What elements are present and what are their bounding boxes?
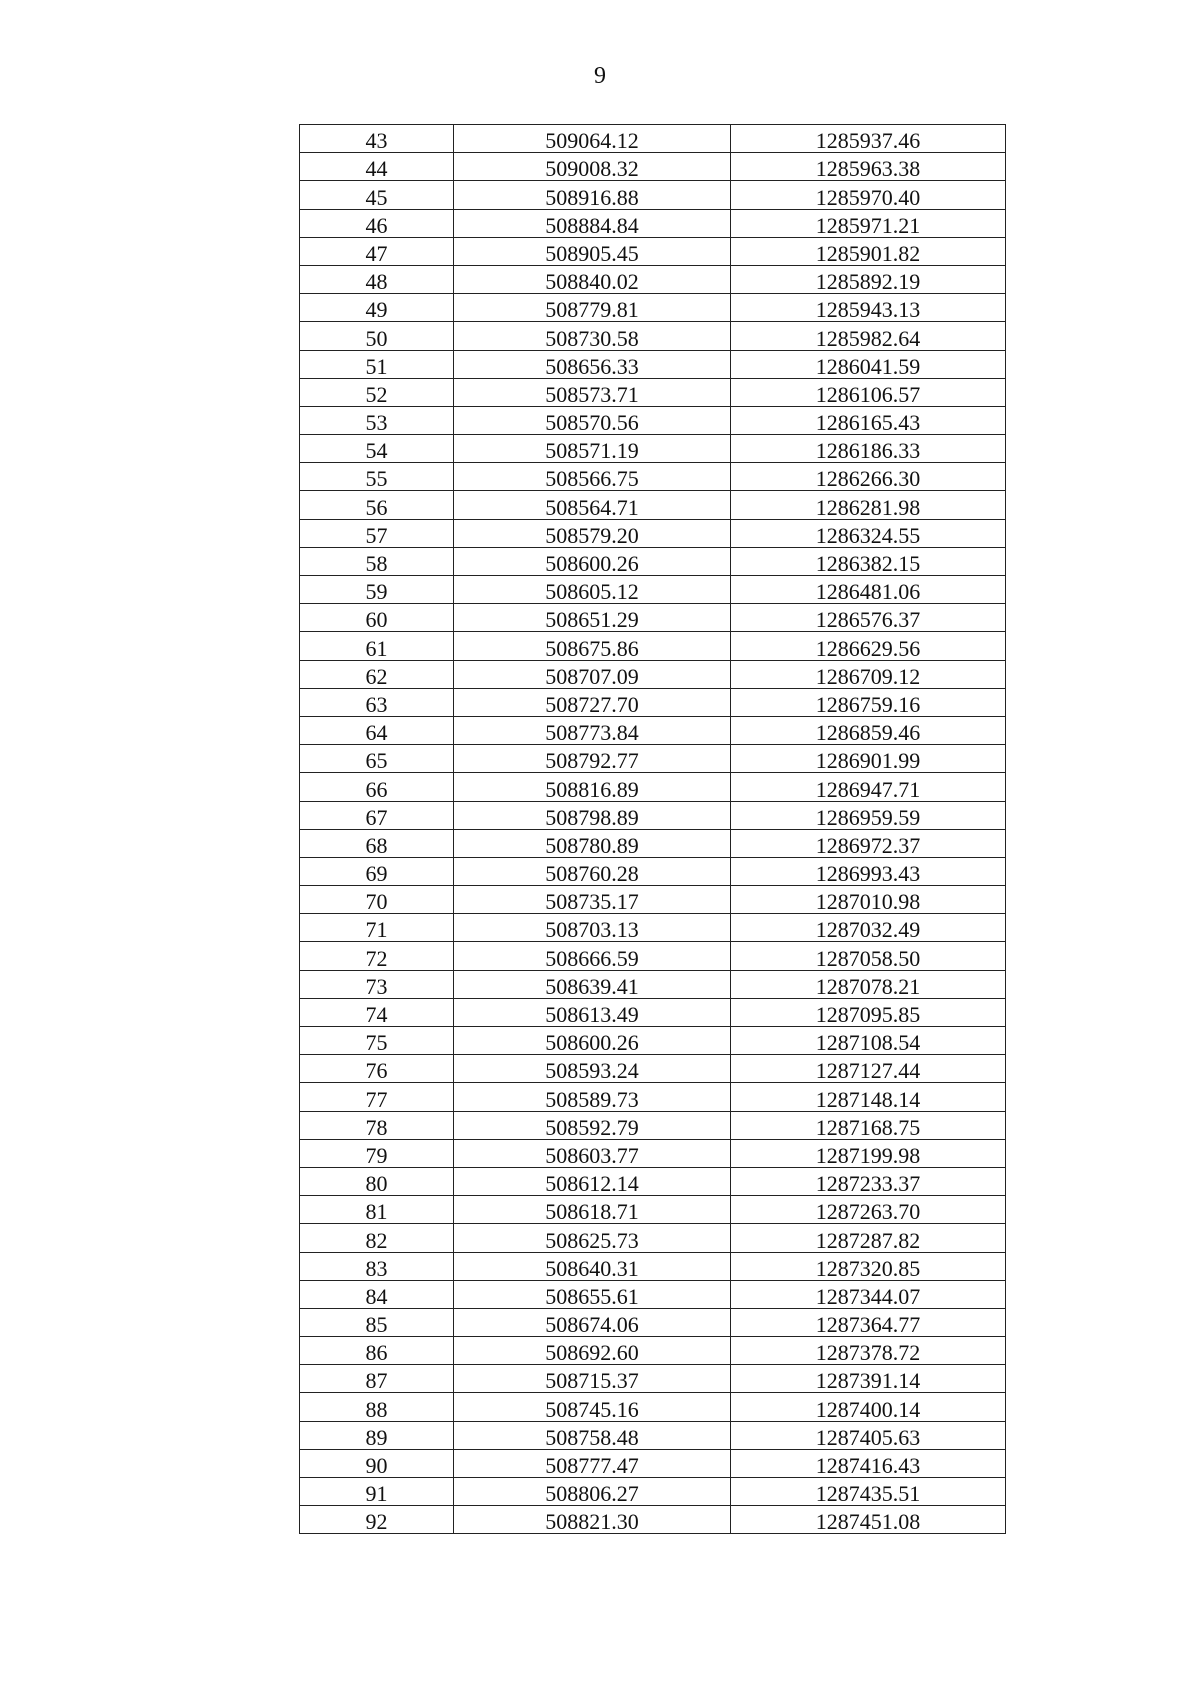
point-number-cell: 54: [300, 435, 454, 463]
y-coordinate-cell: 1285901.82: [731, 237, 1006, 265]
point-number-cell: 67: [300, 801, 454, 829]
point-number-cell: 68: [300, 829, 454, 857]
point-number-cell: 57: [300, 519, 454, 547]
table-row: [300, 1365, 1006, 1393]
y-coordinate-cell: 1287127.44: [731, 1055, 1006, 1083]
x-coordinate-cell: 508571.19: [454, 435, 731, 463]
y-coordinate-cell: 1286165.43: [731, 406, 1006, 434]
x-coordinate-cell: 508640.31: [454, 1252, 731, 1280]
x-coordinate-cell: 508612.14: [454, 1167, 731, 1195]
x-coordinate-cell: 508798.89: [454, 801, 731, 829]
y-coordinate-cell: 1286709.12: [731, 660, 1006, 688]
point-number-cell: 63: [300, 688, 454, 716]
x-coordinate-cell: 509008.32: [454, 153, 731, 181]
y-coordinate-cell: 1286266.30: [731, 463, 1006, 491]
table-row: [300, 1139, 1006, 1167]
y-coordinate-cell: 1285937.46: [731, 125, 1006, 153]
point-number-cell: 78: [300, 1111, 454, 1139]
x-coordinate-cell: 508884.84: [454, 209, 731, 237]
point-number-cell: 90: [300, 1449, 454, 1477]
table-row: [300, 716, 1006, 744]
x-coordinate-cell: 508566.75: [454, 463, 731, 491]
point-number-cell: 65: [300, 745, 454, 773]
point-number-cell: 56: [300, 491, 454, 519]
point-number-cell: 76: [300, 1055, 454, 1083]
table-row: [300, 1224, 1006, 1252]
y-coordinate-cell: 1287010.98: [731, 886, 1006, 914]
x-coordinate-cell: 508806.27: [454, 1478, 731, 1506]
x-coordinate-cell: 508593.24: [454, 1055, 731, 1083]
y-coordinate-cell: 1287095.85: [731, 998, 1006, 1026]
y-coordinate-cell: 1286901.99: [731, 745, 1006, 773]
x-coordinate-cell: 508777.47: [454, 1449, 731, 1477]
y-coordinate-cell: 1286959.59: [731, 801, 1006, 829]
x-coordinate-cell: 508651.29: [454, 604, 731, 632]
point-number-cell: 72: [300, 942, 454, 970]
point-number-cell: 87: [300, 1365, 454, 1393]
coordinates-table-body: [300, 125, 1006, 1534]
point-number-cell: 74: [300, 998, 454, 1026]
point-number-cell: 81: [300, 1196, 454, 1224]
table-row: [300, 1337, 1006, 1365]
table-row: [300, 463, 1006, 491]
x-coordinate-cell: 508579.20: [454, 519, 731, 547]
table-row: [300, 1449, 1006, 1477]
table-row: [300, 604, 1006, 632]
table-row: [300, 914, 1006, 942]
x-coordinate-cell: 508773.84: [454, 716, 731, 744]
x-coordinate-cell: 508916.88: [454, 181, 731, 209]
table-row: [300, 1252, 1006, 1280]
table-row: [300, 350, 1006, 378]
y-coordinate-cell: 1286576.37: [731, 604, 1006, 632]
table-row: [300, 406, 1006, 434]
point-number-cell: 43: [300, 125, 454, 153]
y-coordinate-cell: 1287199.98: [731, 1139, 1006, 1167]
point-number-cell: 79: [300, 1139, 454, 1167]
table-row: [300, 153, 1006, 181]
x-coordinate-cell: 508735.17: [454, 886, 731, 914]
y-coordinate-cell: 1286972.37: [731, 829, 1006, 857]
point-number-cell: 52: [300, 378, 454, 406]
table-row: [300, 322, 1006, 350]
point-number-cell: 47: [300, 237, 454, 265]
table-row: [300, 1506, 1006, 1534]
y-coordinate-cell: 1287378.72: [731, 1337, 1006, 1365]
point-number-cell: 70: [300, 886, 454, 914]
x-coordinate-cell: 508816.89: [454, 773, 731, 801]
x-coordinate-cell: 508589.73: [454, 1083, 731, 1111]
x-coordinate-cell: 508573.71: [454, 378, 731, 406]
y-coordinate-cell: 1286759.16: [731, 688, 1006, 716]
point-number-cell: 91: [300, 1478, 454, 1506]
x-coordinate-cell: 508727.70: [454, 688, 731, 716]
point-number-cell: 71: [300, 914, 454, 942]
x-coordinate-cell: 508730.58: [454, 322, 731, 350]
point-number-cell: 62: [300, 660, 454, 688]
y-coordinate-cell: 1286041.59: [731, 350, 1006, 378]
y-coordinate-cell: 1287108.54: [731, 1027, 1006, 1055]
y-coordinate-cell: 1286481.06: [731, 576, 1006, 604]
point-number-cell: 48: [300, 265, 454, 293]
y-coordinate-cell: 1287451.08: [731, 1506, 1006, 1534]
table-row: [300, 886, 1006, 914]
x-coordinate-cell: 508905.45: [454, 237, 731, 265]
table-row: [300, 1280, 1006, 1308]
table-row: [300, 519, 1006, 547]
y-coordinate-cell: 1287233.37: [731, 1167, 1006, 1195]
y-coordinate-cell: 1285892.19: [731, 265, 1006, 293]
point-number-cell: 46: [300, 209, 454, 237]
x-coordinate-cell: 508760.28: [454, 857, 731, 885]
y-coordinate-cell: 1286629.56: [731, 632, 1006, 660]
y-coordinate-cell: 1287287.82: [731, 1224, 1006, 1252]
y-coordinate-cell: 1285963.38: [731, 153, 1006, 181]
table-row: [300, 829, 1006, 857]
x-coordinate-cell: 508656.33: [454, 350, 731, 378]
y-coordinate-cell: 1287168.75: [731, 1111, 1006, 1139]
table-row: [300, 632, 1006, 660]
y-coordinate-cell: 1287344.07: [731, 1280, 1006, 1308]
point-number-cell: 60: [300, 604, 454, 632]
y-coordinate-cell: 1287405.63: [731, 1421, 1006, 1449]
table-row: [300, 1308, 1006, 1336]
x-coordinate-cell: 508780.89: [454, 829, 731, 857]
table-row: [300, 745, 1006, 773]
y-coordinate-cell: 1287416.43: [731, 1449, 1006, 1477]
y-coordinate-cell: 1286382.15: [731, 547, 1006, 575]
table-row: [300, 378, 1006, 406]
table-row: [300, 1111, 1006, 1139]
table-row: [300, 1196, 1006, 1224]
table-row: [300, 237, 1006, 265]
table-row: [300, 491, 1006, 519]
x-coordinate-cell: 508675.86: [454, 632, 731, 660]
x-coordinate-cell: 508592.79: [454, 1111, 731, 1139]
x-coordinate-cell: 508564.71: [454, 491, 731, 519]
point-number-cell: 45: [300, 181, 454, 209]
y-coordinate-cell: 1287148.14: [731, 1083, 1006, 1111]
y-coordinate-cell: 1287320.85: [731, 1252, 1006, 1280]
table-row: [300, 547, 1006, 575]
point-number-cell: 89: [300, 1421, 454, 1449]
y-coordinate-cell: 1287058.50: [731, 942, 1006, 970]
x-coordinate-cell: 508570.56: [454, 406, 731, 434]
y-coordinate-cell: 1285970.40: [731, 181, 1006, 209]
table-row: [300, 942, 1006, 970]
point-number-cell: 75: [300, 1027, 454, 1055]
table-row: [300, 294, 1006, 322]
y-coordinate-cell: 1287032.49: [731, 914, 1006, 942]
x-coordinate-cell: 508603.77: [454, 1139, 731, 1167]
table-row: [300, 435, 1006, 463]
x-coordinate-cell: 508625.73: [454, 1224, 731, 1252]
table-row: [300, 773, 1006, 801]
x-coordinate-cell: 508692.60: [454, 1337, 731, 1365]
x-coordinate-cell: 508792.77: [454, 745, 731, 773]
point-number-cell: 64: [300, 716, 454, 744]
point-number-cell: 86: [300, 1337, 454, 1365]
table-row: [300, 265, 1006, 293]
table-row: [300, 660, 1006, 688]
table-row: [300, 998, 1006, 1026]
point-number-cell: 49: [300, 294, 454, 322]
y-coordinate-cell: 1286186.33: [731, 435, 1006, 463]
y-coordinate-cell: 1286106.57: [731, 378, 1006, 406]
x-coordinate-cell: 508745.16: [454, 1393, 731, 1421]
y-coordinate-cell: 1287364.77: [731, 1308, 1006, 1336]
y-coordinate-cell: 1285982.64: [731, 322, 1006, 350]
table-row: [300, 801, 1006, 829]
table-row: [300, 1478, 1006, 1506]
table-row: [300, 1055, 1006, 1083]
page-number: 9: [594, 63, 606, 89]
x-coordinate-cell: 508655.61: [454, 1280, 731, 1308]
y-coordinate-cell: 1287078.21: [731, 970, 1006, 998]
x-coordinate-cell: 508674.06: [454, 1308, 731, 1336]
table-row: [300, 576, 1006, 604]
table-row: [300, 181, 1006, 209]
y-coordinate-cell: 1287263.70: [731, 1196, 1006, 1224]
point-number-cell: 44: [300, 153, 454, 181]
point-number-cell: 50: [300, 322, 454, 350]
point-number-cell: 61: [300, 632, 454, 660]
x-coordinate-cell: 508758.48: [454, 1421, 731, 1449]
y-coordinate-cell: 1287435.51: [731, 1478, 1006, 1506]
x-coordinate-cell: 508613.49: [454, 998, 731, 1026]
y-coordinate-cell: 1287400.14: [731, 1393, 1006, 1421]
x-coordinate-cell: 508600.26: [454, 547, 731, 575]
table-row: [300, 688, 1006, 716]
point-number-cell: 59: [300, 576, 454, 604]
table-row: [300, 1027, 1006, 1055]
x-coordinate-cell: 508715.37: [454, 1365, 731, 1393]
y-coordinate-cell: 1286947.71: [731, 773, 1006, 801]
x-coordinate-cell: 508707.09: [454, 660, 731, 688]
y-coordinate-cell: 1286281.98: [731, 491, 1006, 519]
point-number-cell: 53: [300, 406, 454, 434]
table-row: [300, 1421, 1006, 1449]
point-number-cell: 92: [300, 1506, 454, 1534]
table-row: [300, 209, 1006, 237]
y-coordinate-cell: 1286324.55: [731, 519, 1006, 547]
point-number-cell: 58: [300, 547, 454, 575]
x-coordinate-cell: 508666.59: [454, 942, 731, 970]
point-number-cell: 69: [300, 857, 454, 885]
table-row: [300, 125, 1006, 153]
y-coordinate-cell: 1286993.43: [731, 857, 1006, 885]
table-row: [300, 1393, 1006, 1421]
y-coordinate-cell: 1285971.21: [731, 209, 1006, 237]
x-coordinate-cell: 508605.12: [454, 576, 731, 604]
point-number-cell: 85: [300, 1308, 454, 1336]
point-number-cell: 88: [300, 1393, 454, 1421]
point-number-cell: 73: [300, 970, 454, 998]
point-number-cell: 83: [300, 1252, 454, 1280]
point-number-cell: 77: [300, 1083, 454, 1111]
x-coordinate-cell: 508840.02: [454, 265, 731, 293]
y-coordinate-cell: 1287391.14: [731, 1365, 1006, 1393]
x-coordinate-cell: 508703.13: [454, 914, 731, 942]
table-row: [300, 857, 1006, 885]
x-coordinate-cell: 508618.71: [454, 1196, 731, 1224]
x-coordinate-cell: 508639.41: [454, 970, 731, 998]
x-coordinate-cell: 508779.81: [454, 294, 731, 322]
x-coordinate-cell: 508600.26: [454, 1027, 731, 1055]
table-row: [300, 1167, 1006, 1195]
coordinates-table: [299, 124, 1006, 1534]
point-number-cell: 55: [300, 463, 454, 491]
y-coordinate-cell: 1286859.46: [731, 716, 1006, 744]
point-number-cell: 84: [300, 1280, 454, 1308]
x-coordinate-cell: 508821.30: [454, 1506, 731, 1534]
table-row: [300, 1083, 1006, 1111]
point-number-cell: 51: [300, 350, 454, 378]
x-coordinate-cell: 509064.12: [454, 125, 731, 153]
point-number-cell: 80: [300, 1167, 454, 1195]
table-row: [300, 970, 1006, 998]
point-number-cell: 82: [300, 1224, 454, 1252]
point-number-cell: 66: [300, 773, 454, 801]
y-coordinate-cell: 1285943.13: [731, 294, 1006, 322]
